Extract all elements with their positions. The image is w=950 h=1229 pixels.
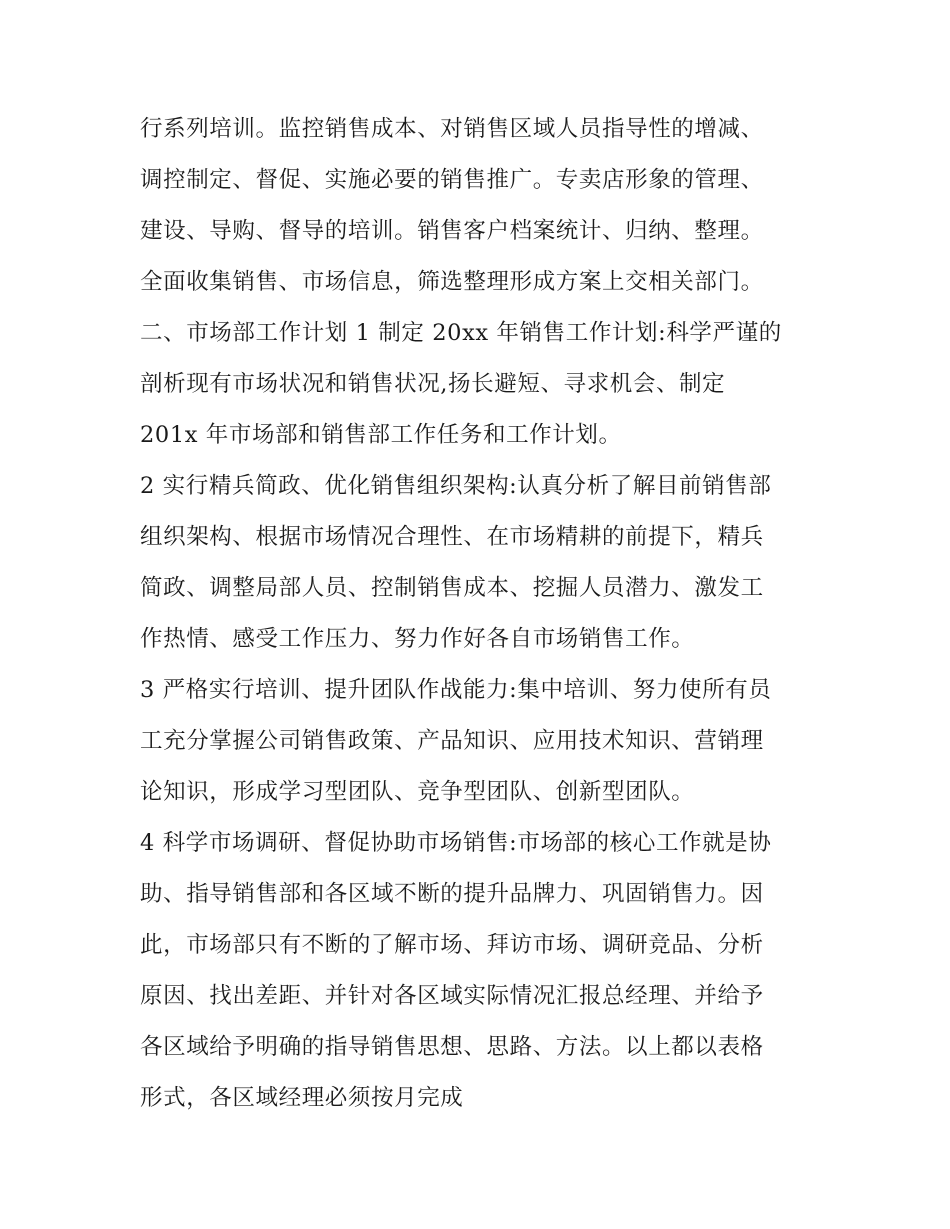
- text-line-9: 组织架构、根据市场情况合理性、在市场精耕的前提下，精兵: [140, 524, 764, 550]
- text-line-8: 2 实行精兵简政、优化销售组织架构:认真分析了解目前销售部: [140, 473, 772, 499]
- text-line-19: 各区域给予明确的指导销售思想、思路、方法。以上都以表格: [140, 1034, 764, 1060]
- text-line-4: 全面收集销售、市场信息，筛选整理形成方案上交相关部门。: [140, 269, 764, 295]
- text-line-5: 二、市场部工作计划 1 制定 20xx 年销售工作计划:科学严谨的: [140, 320, 782, 346]
- text-line-14: 论知识，形成学习型团队、竞争型团队、创新型团队。: [140, 779, 695, 805]
- text-line-15: 4 科学市场调研、督促协助市场销售:市场部的核心工作就是协: [140, 830, 772, 856]
- text-line-10: 简政、调整局部人员、控制销售成本、挖掘人员潜力、激发工: [140, 575, 764, 601]
- text-line-20: 形式，各区域经理必须按月完成: [140, 1085, 464, 1111]
- text-line-3: 建设、导购、督导的培训。销售客户档案统计、归纳、整理。: [140, 218, 764, 244]
- text-line-18: 原因、找出差距、并针对各区域实际情况汇报总经理、并给予: [140, 983, 764, 1009]
- document-body: [140, 104, 820, 1124]
- text-line-17: 此，市场部只有不断的了解市场、拜访市场、调研竞品、分析: [140, 932, 764, 958]
- text-line-12: 3 严格实行培训、提升团队作战能力:集中培训、努力使所有员: [140, 677, 772, 703]
- text-line-11: 作热情、感受工作压力、努力作好各自市场销售工作。: [140, 626, 695, 652]
- text-line-2: 调控制定、督促、实施必要的销售推广。专卖店形象的管理、: [140, 167, 764, 193]
- text-line-7: 201x 年市场部和销售部工作任务和工作计划。: [140, 422, 622, 448]
- text-line-1: 行系列培训。监控销售成本、对销售区域人员指导性的增减、: [140, 116, 764, 142]
- text-line-16: 助、指导销售部和各区域不断的提升品牌力、巩固销售力。因: [140, 881, 764, 907]
- text-line-13: 工充分掌握公司销售政策、产品知识、应用技术知识、营销理: [140, 728, 764, 754]
- text-line-6: 剖析现有市场状况和销售状况,扬长避短、寻求机会、制定: [140, 371, 726, 397]
